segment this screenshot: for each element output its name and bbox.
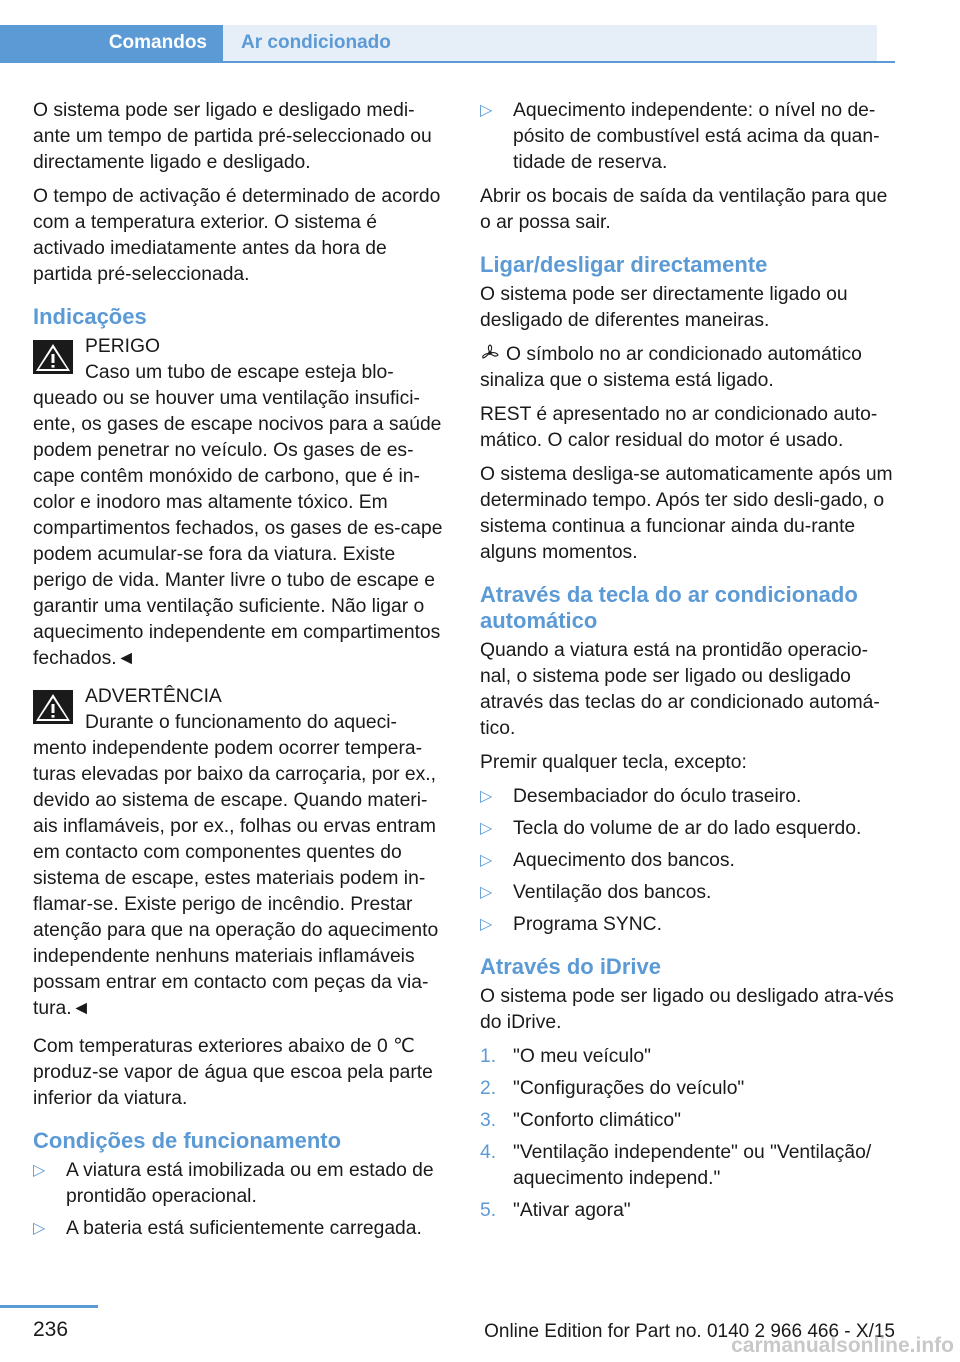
- page-number: 236: [33, 1318, 69, 1341]
- heading-ligar-desligar: Ligar/desligar directamente: [480, 252, 768, 277]
- warning-title: PERIGO: [85, 336, 160, 357]
- step-number: 4.: [480, 1142, 497, 1163]
- edition-note: Online Edition for Part no. 0140 2 966 466 - X/15: [484, 1321, 895, 1342]
- footer-rule: [0, 1305, 98, 1308]
- list-item: ▷ Desembaciador do óculo traseiro.: [480, 784, 896, 810]
- watermark: carmanualsonline.info: [731, 1334, 954, 1357]
- step-item: 4. "Ventilação independente" ou "Ventilação/ aquecimento independ.": [480, 1142, 872, 1189]
- list-item: ▷ Programa SYNC.: [480, 912, 896, 938]
- condition-list-continued: [480, 98, 896, 176]
- bullet-triangle-icon: ▷: [480, 788, 493, 805]
- paragraph: Com temperaturas exteriores abaixo de 0 ℃ produz-se vapor de água que escoa pela parte inferior da viatura.: [33, 1036, 433, 1109]
- paragraph: O sistema pode ser directamente ligado ou desligado de diferentes maneiras.: [480, 284, 848, 331]
- left-column: [33, 98, 449, 1250]
- bullet-triangle-icon: ▷: [33, 1220, 46, 1237]
- bullet-triangle-icon: ▷: [480, 916, 493, 933]
- idrive-steps: [480, 1044, 896, 1224]
- step-number: 1.: [480, 1046, 497, 1067]
- warning-body: Caso um tubo de escape esteja blo-queado ou se houver uma ventilação insufici-ente, os gases de escape nocivos para a saúde podem penetrar no veículo. Os gases de es-cape contêm monóxido de carbono, que é in-color e inodoro mas altamente tóxico. Em compartimentos fechados, os gases de es-cape podem acumular-se fora da viatura. Existe perigo de vida. Manter livre o tubo de escape e garantir uma ventilação suficiente. Não ligar o aquecimento independente em compartimentos fechados.◄: [33, 362, 443, 669]
- list-item: ▷ Aquecimento independente: o nível no de-pósito de combustível está acima da quan-tidade de reserva.: [480, 100, 880, 173]
- header-section-tab: Comandos: [0, 25, 223, 61]
- step-item: 3. "Conforto climático": [480, 1108, 896, 1134]
- paragraph: Abrir os bocais de saída da ventilação para que o ar possa sair.: [480, 186, 888, 233]
- paragraph: O sistema pode ser ligado e desligado medi-ante um tempo de partida pré-seleccionado ou directamente ligado e desligado.: [33, 100, 432, 173]
- paragraph: O tempo de activação é determinado de acordo com a temperatura exterior. O sistema é activado imediatamente antes da hora de partida pré-seleccionada.: [33, 186, 441, 285]
- warning-triangle-icon: [33, 340, 73, 374]
- step-number: 3.: [480, 1110, 497, 1131]
- list-item: ▷ Tecla do volume de ar do lado esquerdo.: [480, 816, 896, 842]
- right-column: [480, 98, 896, 1232]
- header-subsection-tab: Ar condicionado: [223, 25, 877, 61]
- list-item: ▷ Ventilação dos bancos.: [480, 880, 896, 906]
- step-item: 2. "Configurações do veículo": [480, 1076, 896, 1102]
- bullet-triangle-icon: ▷: [480, 884, 493, 901]
- list-item: ▷ A bateria está suficientemente carregada.: [33, 1216, 449, 1242]
- tecla-exception-list: [480, 784, 896, 938]
- bullet-triangle-icon: ▷: [480, 852, 493, 869]
- warning-triangle-icon: [33, 690, 73, 724]
- running-header: [0, 25, 895, 63]
- paragraph: Quando a viatura está na prontidão operacio-nal, o sistema pode ser ligado ou desligado através das teclas do ar condicionado automá-tico.: [480, 640, 880, 739]
- condition-list: [33, 1158, 449, 1242]
- bullet-triangle-icon: ▷: [480, 102, 493, 119]
- heading-idrive: Através do iDrive: [480, 954, 661, 979]
- warning-body: Durante o funcionamento do aqueci-mento independente podem ocorrer tempera-turas elevadas por baixo da carroçaria, por ex., devido ao sistema de escape. Quando materi-ais inflamáveis, por ex., folhas ou ervas entram em contacto com componentes quentes do sistema de escape, estes materiais podem in-flamar-se. Existe perigo de incêndio. Prestar atenção para que na operação do aquecimento independente nenhuns materiais inflamáveis possam entrar em contacto com peças da via-tura.◄: [33, 712, 439, 1019]
- warning-danger: [33, 334, 449, 672]
- bullet-triangle-icon: ▷: [33, 1162, 46, 1179]
- step-number: 2.: [480, 1078, 497, 1099]
- heading-indicacoes: Indicações: [33, 304, 147, 329]
- paragraph: O sistema pode ser ligado ou desligado atra-vés do iDrive.: [480, 986, 894, 1033]
- step-item: 5. "Ativar agora": [480, 1198, 896, 1224]
- paragraph: O sistema desliga-se automaticamente após um determinado tempo. Após ter sido desli-gado, o sistema continua a funcionar ainda du-rante alguns momentos.: [480, 464, 893, 563]
- list-item: ▷ A viatura está imobilizada ou em estado de prontidão operacional.: [33, 1160, 434, 1207]
- paragraph: Premir qualquer tecla, excepto:: [480, 752, 747, 773]
- step-number: 5.: [480, 1200, 497, 1221]
- paragraph: O símbolo no ar condicionado automático sinaliza que o sistema está ligado.: [480, 344, 862, 391]
- bullet-triangle-icon: ▷: [480, 820, 493, 837]
- warning-title: ADVERTÊNCIA: [85, 686, 222, 707]
- step-item: 1. "O meu veículo": [480, 1044, 896, 1070]
- list-item: ▷ Aquecimento dos bancos.: [480, 848, 896, 874]
- paragraph: REST é apresentado no ar condicionado auto-mático. O calor residual do motor é usado.: [480, 404, 878, 451]
- heading-condicoes: Condições de funcionamento: [33, 1128, 342, 1153]
- heading-tecla: Através da tecla do ar condicionado automático: [480, 582, 858, 633]
- warning-caution: [33, 684, 449, 1022]
- fan-icon: [480, 344, 500, 362]
